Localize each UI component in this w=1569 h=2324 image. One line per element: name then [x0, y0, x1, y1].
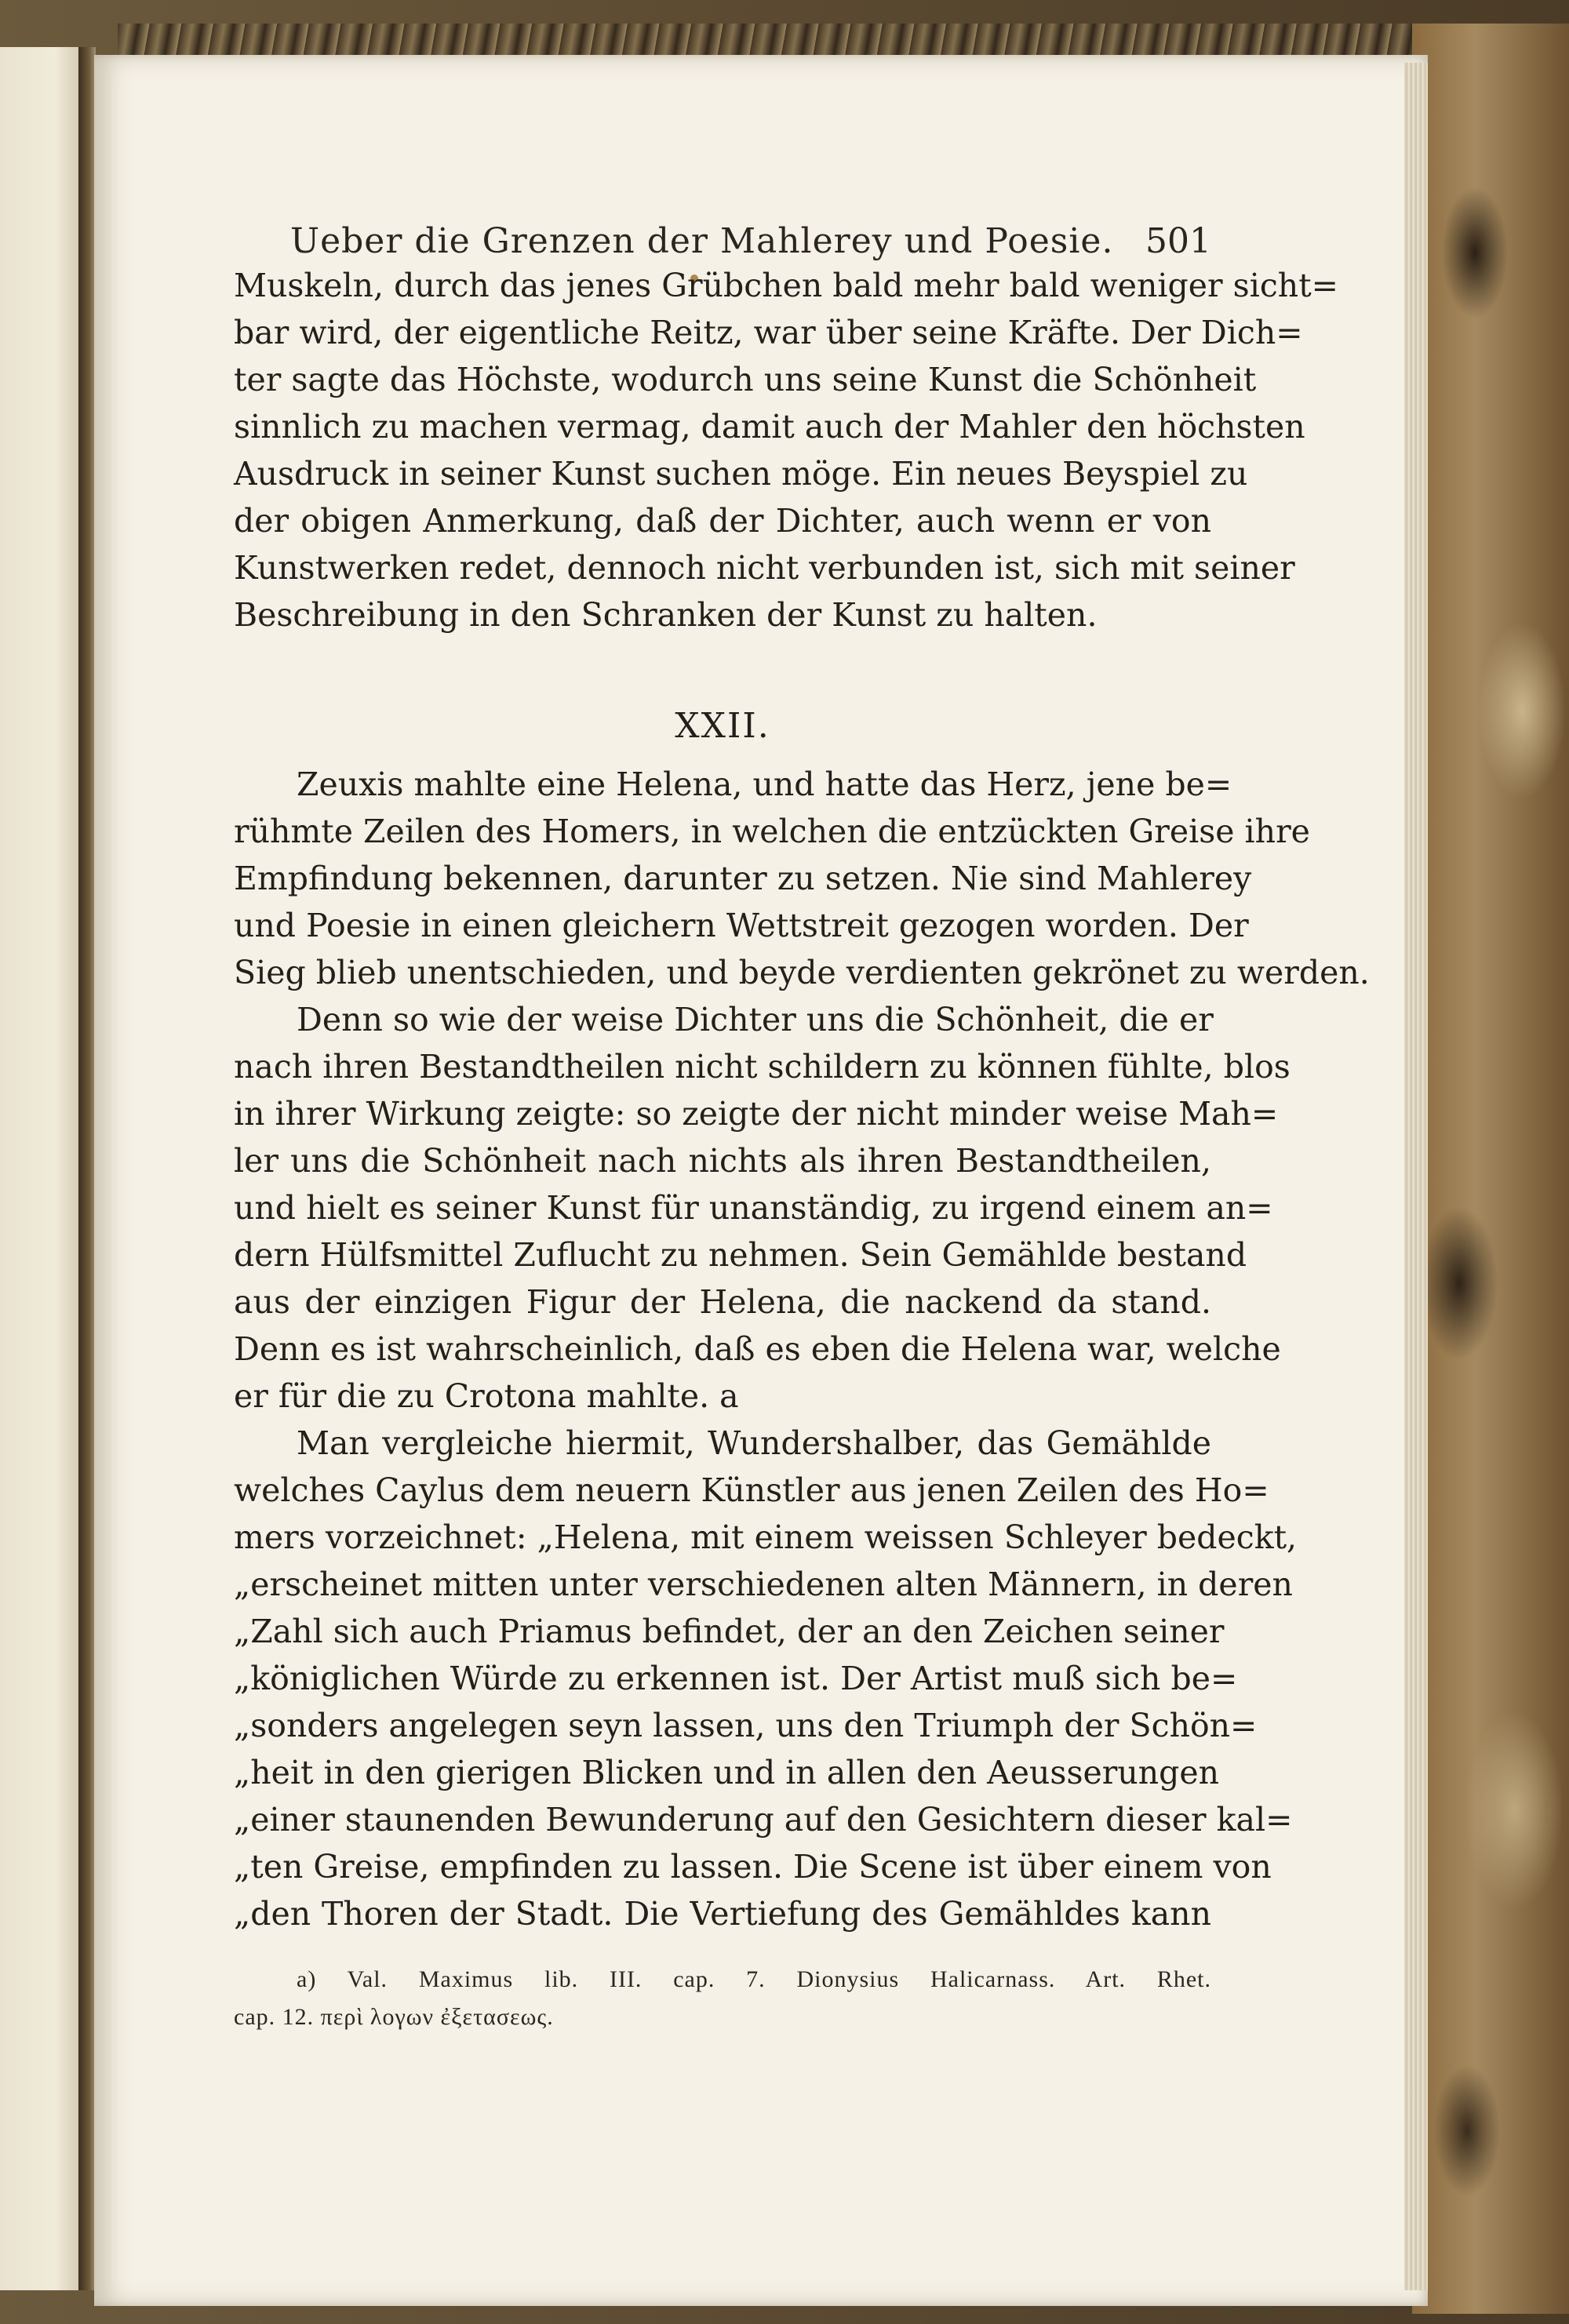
running-head-title: Ueber die Grenzen der Mahlerey und Poesie.: [290, 221, 1114, 261]
facing-page-edge: [0, 47, 82, 2290]
text-line: Muskeln, durch das jenes Grübchen bald mehr bald weniger sicht=: [234, 267, 1339, 304]
marbled-board-right: [1412, 24, 1569, 2314]
text-line: „Zahl sich auch Priamus befindet, der an den Zeichen seiner: [234, 1613, 1225, 1650]
text-line: aus der einzigen Figur der Helena, die nackend da stand.: [234, 1283, 1211, 1321]
section-heading: XXII.: [675, 706, 770, 746]
text-line: sinnlich zu machen vermag, damit auch der Mahler den höchsten: [234, 408, 1305, 446]
paragraph-2: [234, 761, 1370, 1420]
text-line: „den Thoren der Stadt. Die Vertiefung des Gemähldes kann: [234, 1895, 1211, 1933]
text-line: ler uns die Schönheit nach nichts als ihren Bestandtheilen,: [234, 1142, 1211, 1180]
text-line: „sonders angelegen seyn lassen, uns den Triumph der Schön=: [234, 1707, 1258, 1744]
text-line: „einer staunenden Bewunderung auf den Gesichtern dieser kal=: [234, 1801, 1293, 1838]
text-line: welches Caylus dem neuern Künstler aus jenen Zeilen des Ho=: [234, 1471, 1269, 1509]
text-line: Beschreibung in den Schranken der Kunst zu halten.: [234, 596, 1098, 634]
text-line: nach ihren Bestandtheilen nicht schildern zu können fühlte, blos: [234, 1048, 1291, 1086]
paragraph-1: [234, 262, 1339, 638]
text-line: Empfindung bekennen, darunter zu setzen. Nie sind Mahlerey: [234, 860, 1252, 897]
text-line: bar wird, der eigentliche Reitz, war über seine Kräfte. Der Dich=: [234, 314, 1303, 351]
text-line: und Poesie in einen gleichern Wettstreit gezogen worden. Der: [234, 907, 1249, 944]
text-line: „ten Greise, empfinden zu lassen. Die Scene ist über einem von: [234, 1848, 1272, 1886]
text-line: „heit in den gierigen Blicken und in allen den Aeusserungen: [234, 1754, 1220, 1791]
footnote-line: a) Val. Maximus lib. III. cap. 7. Dionysius Halicarnass. Art. Rhet.: [297, 1966, 1211, 1992]
text-line: Sieg blieb unentschieden, und beyde verdienten gekrönet zu werden.: [234, 954, 1370, 991]
text-line: Zeuxis mahlte eine Helena, und hatte das Herz, jene be=: [297, 766, 1232, 803]
page-number: 501: [1145, 221, 1211, 261]
text-line: mers vorzeichnet: „Helena, mit einem weissen Schleyer bedeckt,: [234, 1518, 1298, 1556]
footnote: [234, 1961, 1211, 2036]
text-line: „königlichen Würde zu erkennen ist. Der Artist muß sich be=: [234, 1660, 1238, 1697]
text-line: er für die zu Crotona mahlte. a: [234, 1377, 739, 1415]
book-gutter: [78, 47, 96, 2290]
page-fore-edge: [1404, 63, 1428, 2290]
paragraph-3: [234, 1420, 1298, 1937]
footnote-line: cap. 12. περὶ λογων ἐξετασεως.: [234, 2004, 554, 2030]
text-line: dern Hülfsmittel Zuflucht zu nehmen. Sein Gemählde bestand: [234, 1236, 1247, 1274]
text-line: in ihrer Wirkung zeigte: so zeigte der nicht minder weise Mah=: [234, 1095, 1279, 1133]
text-line: Denn es ist wahrscheinlich, daß es eben die Helena war, welche: [234, 1330, 1281, 1368]
text-line: Ausdruck in seiner Kunst suchen möge. Ein neues Beyspiel zu: [234, 455, 1248, 493]
text-line: ter sagte das Höchste, wodurch uns seine Kunst die Schönheit: [234, 361, 1257, 398]
text-line: Denn so wie der weise Dichter uns die Schönheit, die er: [297, 1001, 1214, 1038]
text-line: Kunstwerken redet, dennoch nicht verbunden ist, sich mit seiner: [234, 549, 1295, 587]
text-line: Man vergleiche hiermit, Wundershalber, das Gemählde: [297, 1424, 1211, 1462]
text-line: rühmte Zeilen des Homers, in welchen die entzückten Greise ihre: [234, 813, 1310, 850]
text-line: der obigen Anmerkung, daß der Dichter, auch wenn er von: [234, 502, 1211, 540]
text-line: „erscheinet mitten unter verschiedenen alten Männern, in deren: [234, 1566, 1293, 1603]
text-line: und hielt es seiner Kunst für unanständig, zu irgend einem an=: [234, 1189, 1273, 1227]
